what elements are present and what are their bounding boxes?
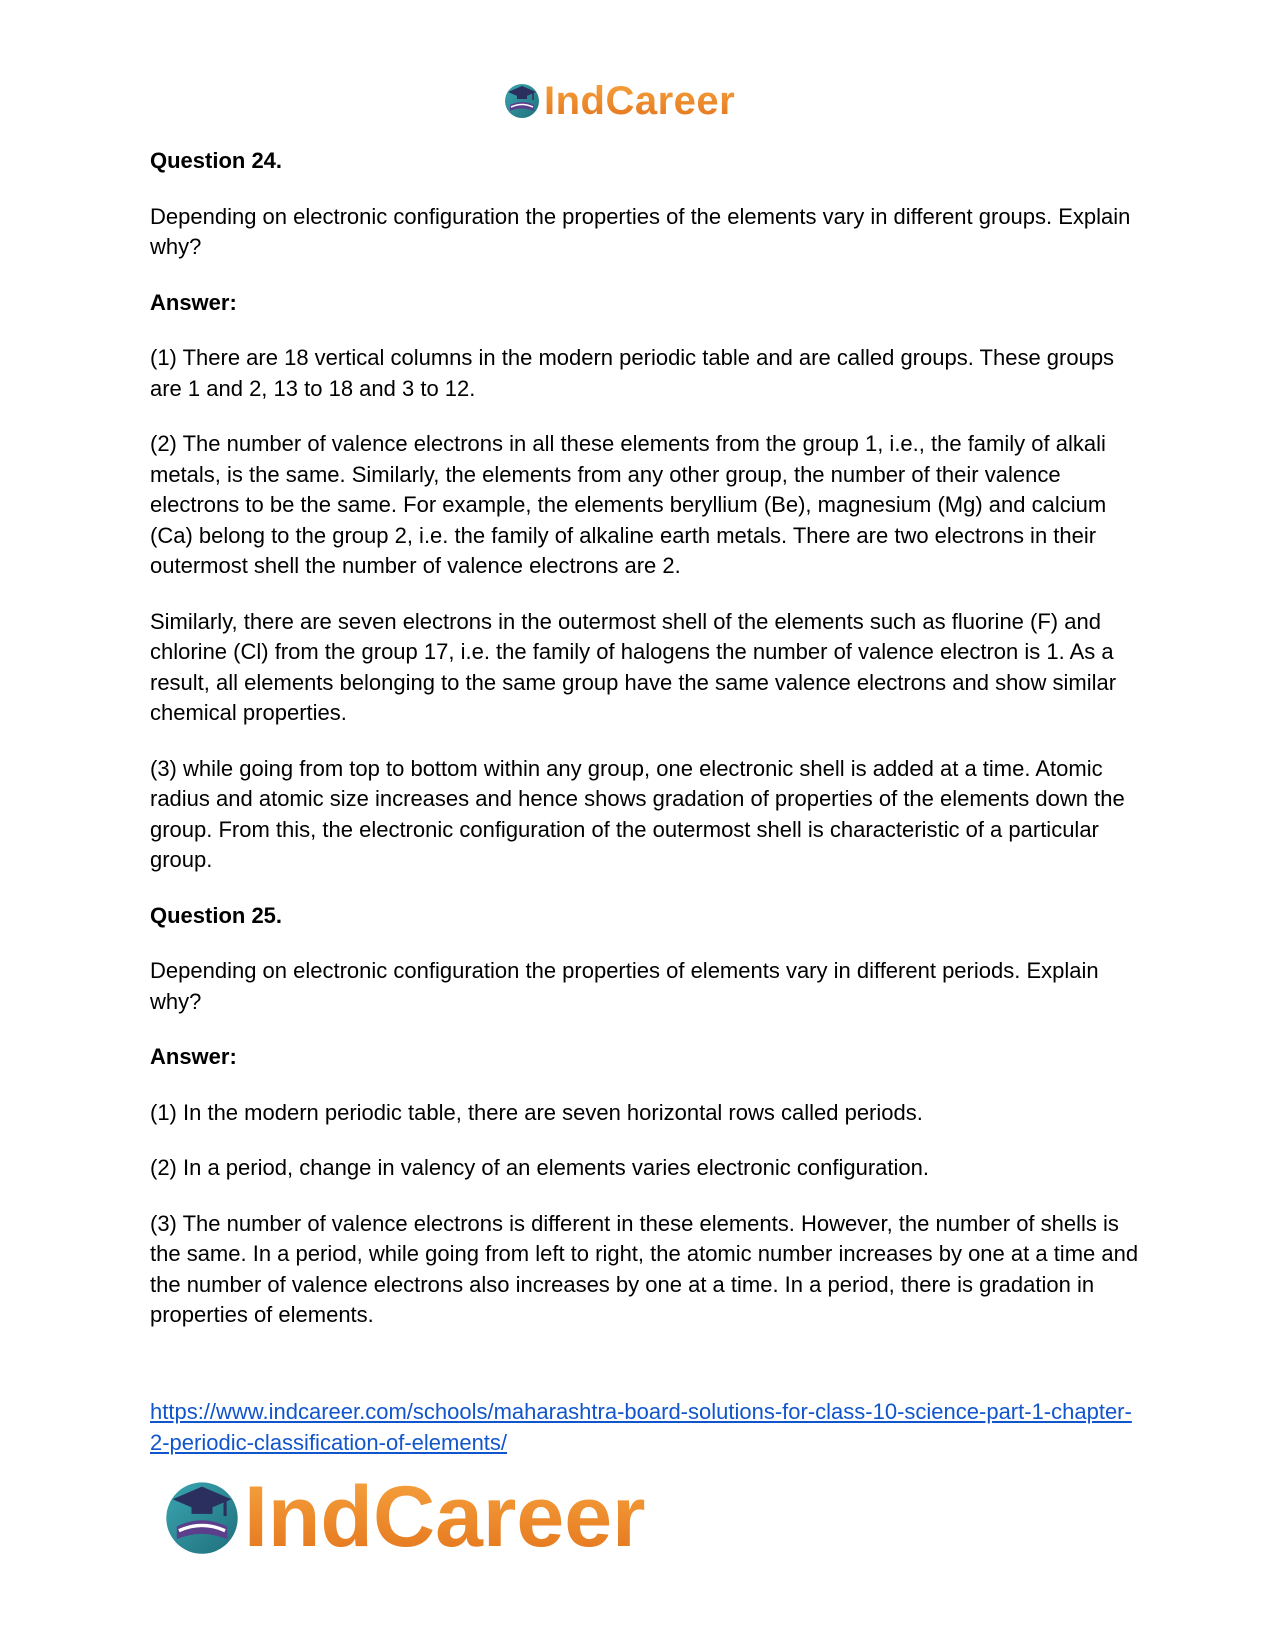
graduation-globe-icon xyxy=(160,1474,244,1558)
footer-logo xyxy=(160,1470,674,1562)
section-heading: Answer: xyxy=(150,1044,237,1069)
section-heading: Answer: xyxy=(150,289,237,315)
source-link[interactable]: https://www.indcareer.com/schools/maharashtra-board-solutions-for-class-10-science-part-1-chapter-2-periodic-classification-of-elements/ xyxy=(150,1399,1132,1455)
paragraph: (1) In the modern periodic table, there are seven horizontal rows called periods. xyxy=(150,1099,923,1125)
svg-text:IndCareer: IndCareer xyxy=(544,79,736,122)
section-heading: Question 25. xyxy=(150,902,283,928)
paragraph: (3) The number of valence electrons is different in these elements. However, the number of shells is the same. In a period, while going from left to right, the atomic number increases by one at a time and the number of valence electrons also increases by one at a time. In a period, there is gradation in properties of elements. xyxy=(150,1210,1139,1327)
paragraph: (1) There are 18 vertical columns in the modern periodic table and are called groups. These groups are 1 and 2, 13 to 18 and 3 to 12. xyxy=(150,345,1115,401)
paragraph: Depending on electronic configuration the properties of the elements vary in different groups. Explain why? xyxy=(150,203,1131,259)
paragraph: Depending on electronic configuration the properties of elements vary in different periods. Explain why? xyxy=(150,958,1099,1014)
source-link-block xyxy=(150,1397,1140,1458)
paragraph: Similarly, there are seven electrons in the outermost shell of the elements such as fluorine (F) and chlorine (Cl) from the group 17, i.e. the family of halogens the number of valence electron is 1. As a result, all elements belonging to the same group have the same valence electrons and show similar chemical properties. xyxy=(150,608,1117,725)
paragraph: (2) The number of valence electrons in all these elements from the group 1, i.e., the family of alkali metals, is the same. Similarly, the elements from any other group, the number of their valence electrons to be the same. For example, the elements beryllium (Be), magnesium (Mg) and calcium (Ca) belong to the group 2, i.e. the family of alkaline earth metals. There are two electrons in their outermost shell the number of valence electrons are 2. xyxy=(150,431,1107,578)
brand-wordmark xyxy=(544,78,742,122)
header-logo xyxy=(502,78,742,122)
paragraph: (3) while going from top to bottom within any group, one electronic shell is added at a time. Atomic radius and atomic size increases and hence shows gradation of properties of the elements down the group. From this, the electronic configuration of the outermost shell is characteristic of a particular group. xyxy=(150,755,1125,872)
brand-wordmark xyxy=(244,1470,674,1562)
svg-text:IndCareer: IndCareer xyxy=(244,1470,646,1562)
paragraph: (2) In a period, change in valency of an elements varies electronic configuration. xyxy=(150,1155,929,1180)
graduation-globe-icon xyxy=(502,80,542,120)
document-body xyxy=(150,146,1140,1356)
section-heading: Question 24. xyxy=(150,148,283,173)
